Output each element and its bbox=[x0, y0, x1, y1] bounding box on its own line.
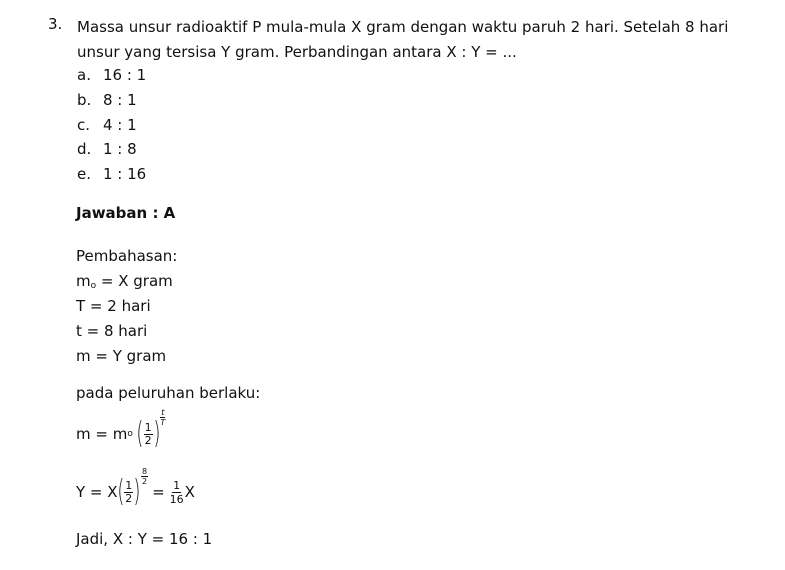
substituted-formula bbox=[76, 467, 195, 517]
fraction-numerator: 1 bbox=[125, 478, 133, 492]
result-fraction bbox=[170, 479, 184, 506]
m0-value: = X gram bbox=[96, 272, 173, 290]
equals-sign: = bbox=[152, 483, 165, 501]
decay-formula bbox=[76, 408, 165, 460]
half-life-line: T = 2 hari bbox=[76, 297, 151, 315]
right-paren: ) bbox=[152, 416, 160, 451]
result-denominator: 16 bbox=[169, 492, 184, 506]
option-b bbox=[77, 88, 146, 113]
option-letter: d. bbox=[77, 140, 92, 159]
fraction-numerator: 1 bbox=[144, 420, 152, 434]
remaining-mass-line: m = Y gram bbox=[76, 347, 167, 365]
exponent-fraction bbox=[141, 467, 148, 486]
option-a bbox=[77, 63, 146, 88]
exponent-denominator: T bbox=[160, 418, 166, 427]
exponent-numerator: t bbox=[161, 408, 165, 417]
initial-mass-line bbox=[76, 269, 177, 294]
option-text: 8 : 1 bbox=[103, 90, 137, 109]
answer-key: Jawaban : A bbox=[76, 204, 176, 222]
time-line: t = 8 hari bbox=[76, 322, 148, 340]
exponent-denominator: 2 bbox=[141, 477, 148, 486]
option-letter: c. bbox=[77, 115, 91, 134]
formula-lhs: m = m bbox=[76, 425, 128, 443]
option-text: 1 : 8 bbox=[103, 140, 137, 159]
option-text: 16 : 1 bbox=[103, 66, 147, 84]
option-letter: a. bbox=[77, 66, 91, 84]
rule-heading: pada peluruhan berlaku: bbox=[76, 384, 261, 402]
conclusion: Jadi, X : Y = 16 : 1 bbox=[76, 530, 213, 548]
m0-subscript: o bbox=[90, 281, 97, 291]
half-fraction bbox=[124, 480, 133, 505]
option-e bbox=[77, 162, 146, 187]
answer-options bbox=[77, 63, 146, 187]
question-number: 3. bbox=[48, 15, 63, 33]
discussion bbox=[76, 244, 177, 369]
formula-lhs: Y = X bbox=[76, 483, 118, 501]
option-text: 4 : 1 bbox=[103, 115, 137, 134]
exponent-fraction bbox=[160, 408, 165, 427]
option-d bbox=[77, 137, 146, 162]
m0-symbol: m bbox=[76, 272, 91, 290]
left-paren: ( bbox=[116, 474, 124, 509]
option-letter: b. bbox=[77, 90, 92, 109]
question-text: Massa unsur radioaktif P mula-mula X gram dengan waktu paruh 2 hari. Setelah 8 hari unsur yang tersisa Y gram. Perbandingan antara X : Y = ... bbox=[77, 18, 729, 61]
half-fraction bbox=[144, 422, 153, 447]
right-paren: ) bbox=[133, 474, 141, 509]
fraction-denominator: 2 bbox=[125, 491, 133, 505]
result-variable: X bbox=[184, 483, 195, 501]
option-text: 1 : 16 bbox=[103, 165, 147, 184]
discussion-heading: Pembahasan: bbox=[76, 247, 178, 265]
formula-subscript: o bbox=[127, 429, 133, 439]
exponent-numerator: 8 bbox=[141, 467, 148, 476]
result-numerator: 1 bbox=[173, 478, 181, 492]
fraction-denominator: 2 bbox=[144, 433, 152, 447]
option-letter: e. bbox=[77, 165, 91, 184]
left-paren: ( bbox=[136, 416, 144, 451]
option-c bbox=[77, 113, 146, 138]
